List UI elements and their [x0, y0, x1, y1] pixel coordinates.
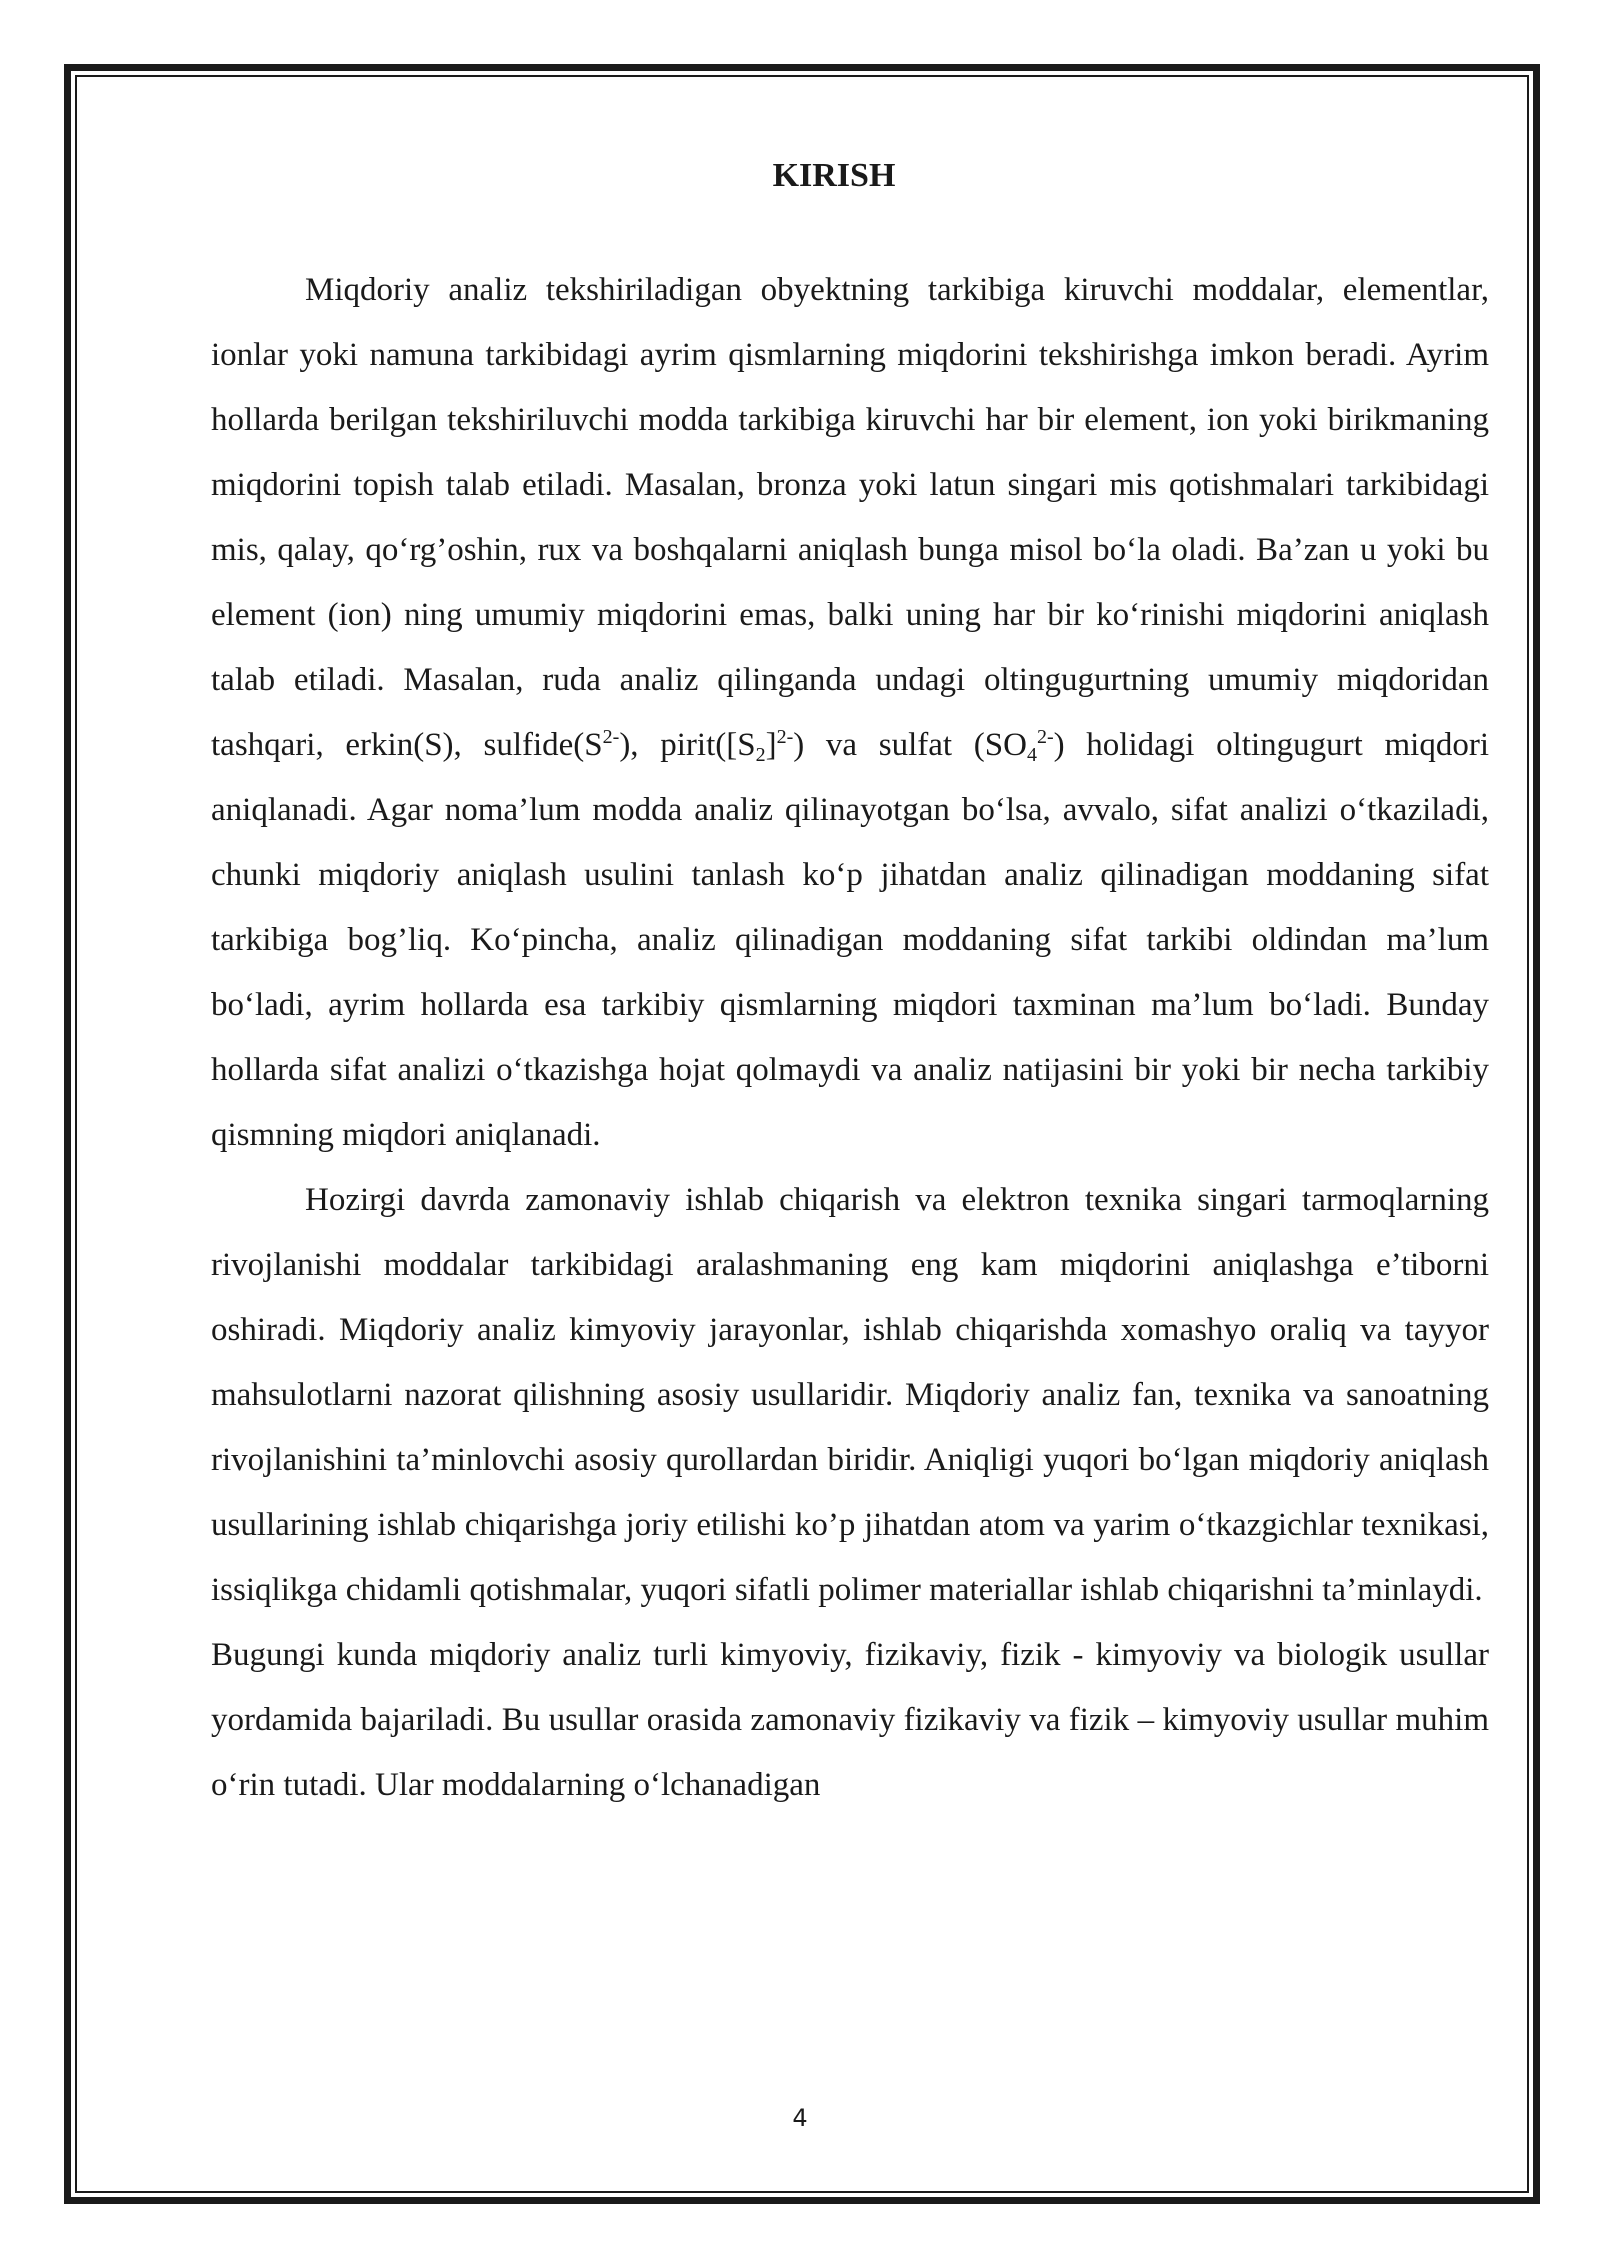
subscript-index: 2	[755, 744, 766, 766]
superscript-charge: 2-	[1036, 726, 1054, 748]
paragraph-1-text-d: ) va sulfat (SO	[793, 727, 1027, 763]
paragraph-1-text-b: ), pirit([S	[619, 727, 756, 763]
paragraph-1	[211, 258, 1489, 1168]
superscript-charge: 2-	[776, 726, 794, 748]
page-title: KIRISH	[772, 157, 896, 194]
subscript-index: 4	[1026, 744, 1037, 766]
page-number: 4	[792, 2104, 808, 2132]
paragraph-1-text-a: Miqdoriy analiz tekshiriladigan obyektning tarkibiga kiruvchi moddalar, elementlar, ionlar yoki namuna tarkibidagi ayrim qismlarning miqdorini tekshirishga imkon beradi. Ayrim hollarda berilgan tekshiriluvchi modda tarkibiga kiruvchi har bir element, ion yoki birikmaning miqdorini topish talab etiladi. Masalan, bronza yoki latun singari mis qotishmalari tarkibidagi mis, qalay, qo‘rg’oshin, rux va boshqalarni aniqlash bunga misol bo‘la oladi. Ba’zan u yoki bu element (ion) ning umumiy miqdorini emas, balki uning har bir ko‘rinishi miqdorini aniqlash talab etiladi. Masalan, ruda analiz qilinganda undagi oltingugurtning umumiy miqdoridan tashqari, erkin(S), sulfide(S	[211, 272, 1489, 763]
document-page	[211, 146, 1489, 1818]
paragraph-1-text-c: ]	[765, 727, 777, 763]
superscript-charge: 2-	[602, 726, 620, 748]
paragraph-2: Hozirgi davrda zamonaviy ishlab chiqarish va elektron texnika singari tarmoqlarning rivojlanishi moddalar tarkibidagi aralashmaning eng kam miqdorini aniqlashga e’tiborni oshiradi. Miqdoriy analiz kimyoviy jarayonlar, ishlab chiqarishda xomashyo oraliq va tayyor mahsulotlarni nazorat qilishning asosiy usullaridir. Miqdoriy analiz fan, texnika va sanoatning rivojlanishini ta’minlovchi asosiy qurollardan biridir. Aniqligi yuqori bo‘lgan miqdoriy aniqlash usullarining ishlab chiqarishga joriy etilishi ko’p jihatdan atom va yarim o‘tkazgichlar texnikasi, issiqlikga chidamli qotishmalar, yuqori sifatli polimer materiallar ishlab chiqarishni ta’minlaydi.	[211, 1182, 1489, 1608]
paragraph-1-text-e: ) holidagi oltingugurt miqdori aniqlanadi. Agar noma’lum modda analiz qilinayotgan bo‘lsa, avvalo, sifat analizi o‘tkaziladi, chunki miqdoriy aniqlash usulini tanlash ko‘p jihatdan analiz qilinadigan moddaning sifat tarkibiga bog’liq. Ko‘pincha, analiz qilinadigan moddaning sifat tarkibi oldindan ma’lum bo‘ladi, ayrim hollarda esa tarkibiy qismlarning miqdori taxminan ma’lum bo‘ladi. Bunday hollarda sifat analizi o‘tkazishga hojat qolmaydi va analiz natijasini bir yoki bir necha tarkibiy qismning miqdori aniqlanadi.	[211, 727, 1489, 1153]
paragraph-3: Bugungi kunda miqdoriy analiz turli kimyoviy, fizikaviy, fizik - kimyoviy va biologik usullar yordamida bajariladi. Bu usullar orasida zamonaviy fizikaviy va fizik – kimyoviy usullar muhim o‘rin tutadi. Ular moddalarning o‘lchanadigan	[211, 1637, 1489, 1803]
